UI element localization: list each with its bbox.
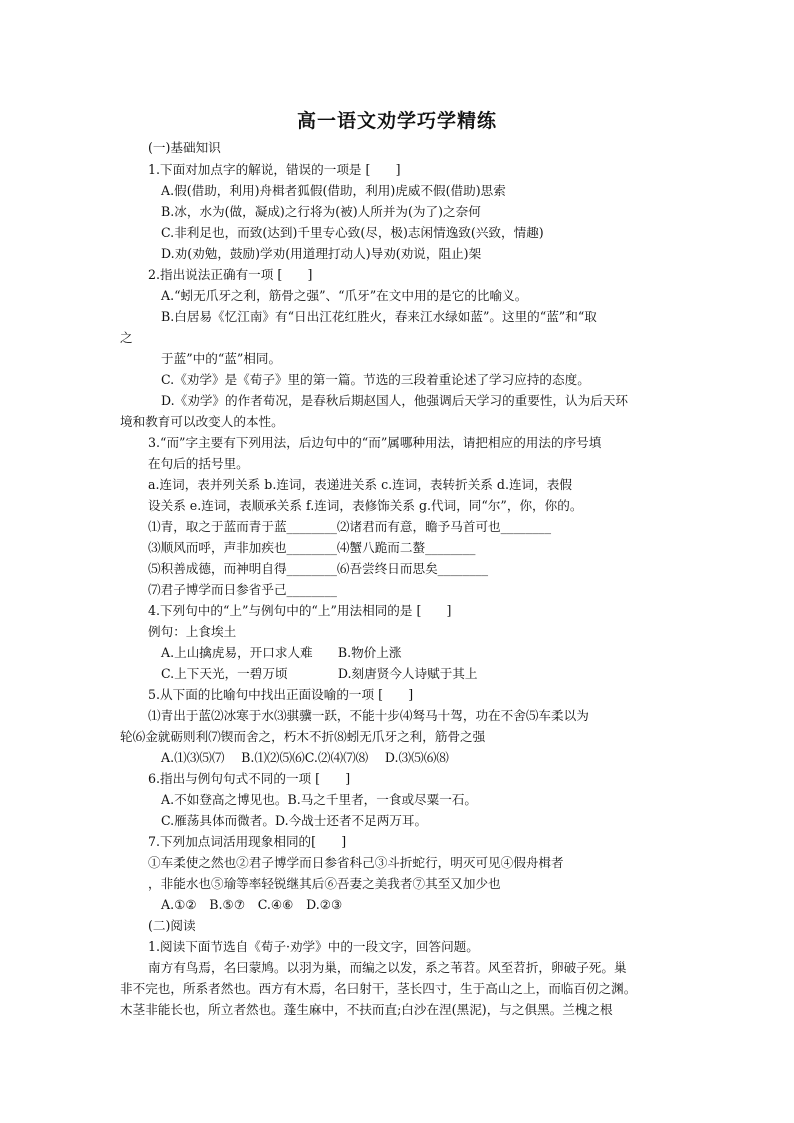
q2-option-c: C.《劝学》是《荀子》里的第一篇。节选的三段着重论述了学习应持的态度。 — [161, 372, 590, 387]
q7-sentences-cont: ，非能水也⑤瑜等率轻锐继其后⑥吾妻之美我者⑦其至又加少也 — [148, 876, 501, 891]
q3-usage-list: a.连词，表并列关系 b.连词，表递进关系 c.连词，表转折关系 d.连词，表假 — [148, 477, 572, 492]
document-title: 高一语文劝学巧学精练 — [296, 110, 497, 132]
q2-option-b: B.白居易《忆江南》有“日出江花红胜火，春来江水绿如蓝”。这里的“蓝”和“取 — [161, 309, 597, 324]
q3-items-5-6: ⑸积善成德，而神明自得________⑹吾尝终日而思矣________ — [148, 561, 489, 576]
q2-option-b-cont: 于蓝”中的“蓝”相同。 — [161, 351, 282, 366]
q2-option-d-cont: 境和教育可以改变人的本性。 — [120, 414, 284, 429]
question-5: 5.从下面的比喻句中找出正面设喻的一项 [ ] — [148, 687, 414, 702]
q4-options-cd: C.上下天光，一碧万顷 D.刻唐贤今人诗赋于其上 — [161, 666, 478, 681]
q5-sentences: ⑴青出于蓝⑵冰寒于水⑶骐骥一跃，不能十步⑷驽马十驾，功在不舍⑸车柔以为 — [148, 708, 589, 723]
question-2: 2.指出说法正确有一项 [ ] — [148, 267, 313, 282]
question-6: 6.指出与例句句式不同的一项 [ ] — [148, 771, 351, 786]
reading-passage-line-3: 木茎非能长也，所立者然也。蓬生麻中，不扶而直;白沙在涅(黑泥)，与之俱黑。兰槐之根 — [120, 1002, 613, 1017]
q5-options: A.⑴⑶⑸⑺ B.⑴⑵⑸⑹C.⑵⑷⑺⑻ D.⑶⑸⑹⑻ — [161, 750, 449, 765]
question-4: 4.下列句中的“上”与例句中的“上”用法相同的是 [ ] — [148, 603, 452, 618]
q3-usage-list-cont: 设关系 e.连词，表顺承关系 f.连词，表修饰关系 g.代词，同“尔”，你，你的。 — [148, 498, 583, 513]
reading-passage-line-2: 非不完也，所系者然也。西方有木焉，名曰射干，茎长四寸，生于高山之上，而临百仞之渊。 — [120, 981, 637, 996]
q1-option-a: A.假(借助，利用)舟楫者狐假(借助，利用)虎威不假(借助)思索 — [161, 183, 506, 198]
q3-items-1-2: ⑴青，取之于蓝而青于蓝________⑵诸君而有意，瞻予马首可也________ — [148, 519, 551, 534]
question-7: 7.下列加点词活用现象相同的[ ] — [148, 834, 347, 849]
q6-options-ab: A.不如登高之博见也。B.马之千里者，一食或尽粟一石。 — [161, 792, 478, 807]
q1-option-b: B.冰，水为(做，凝成)之行将为(被)人所并为(为了)之奈何 — [161, 204, 481, 219]
q2-option-b-wrap: 之 — [120, 330, 133, 345]
q3-items-3-4: ⑶顺风而呼，声非加疾也________⑷蟹八跪而二螯________ — [148, 540, 476, 555]
q7-sentences: ①车柔使之然也②君子博学而日参省科己③斗折蛇行，明灭可见④假舟楫者 — [148, 855, 564, 870]
q1-option-c: C.非利足也，而致(达到)千里专心致(尽，极)志闲情逸致(兴致，情趣) — [161, 225, 544, 240]
q7-options: A.①② B.⑤⑦ C.④⑥ D.②③ — [161, 897, 343, 912]
q1-option-d: D.劝(劝勉，鼓励)学劝(用道理打动人)导劝(劝说，阻止)架 — [161, 246, 482, 261]
section-heading-reading: (二)阅读 — [148, 918, 196, 933]
q4-options-ab: A.上山擒虎易，开口求人难 B.物价上涨 — [161, 645, 402, 660]
q5-sentences-cont: 轮⑹金就砺则利⑺锲而舍之，朽木不折⑻蚓无爪牙之利，筋骨之强 — [120, 729, 486, 744]
question-1: 1.下面对加点字的解说，错误的一项是 [ ] — [148, 162, 401, 177]
reading-passage-line-1: 南方有鸟焉，名曰蒙鸠。以羽为巢，而编之以发，系之苇苕。风至苕折，卵破子死。巢 — [148, 960, 627, 975]
section-heading-basics: (一)基础知识 — [148, 140, 221, 155]
question-3-cont: 在句后的括号里。 — [148, 456, 249, 471]
q3-item-7: ⑺君子博学而日参省乎己________ — [148, 582, 337, 597]
q6-options-cd: C.雁荡具体而微者。D.今战士还者不足两万耳。 — [161, 813, 428, 828]
question-3: 3.“而”字主要有下列用法，后边句中的“而”属哪种用法，请把相应的用法的序号填 — [148, 435, 602, 450]
reading-question-1: 1.阅读下面节选自《荀子·劝学》中的一段文字，回答问题。 — [148, 939, 479, 954]
q2-option-a: A.“蚓无爪牙之利，筋骨之强”、“爪牙”在文中用的是它的比喻义。 — [161, 288, 528, 303]
q2-option-d: D.《劝学》的作者荀况，是春秋后期赵国人，他强调后天学习的重要性，认为后天环 — [161, 393, 629, 408]
q4-example: 例句：上食埃土 — [148, 624, 237, 639]
